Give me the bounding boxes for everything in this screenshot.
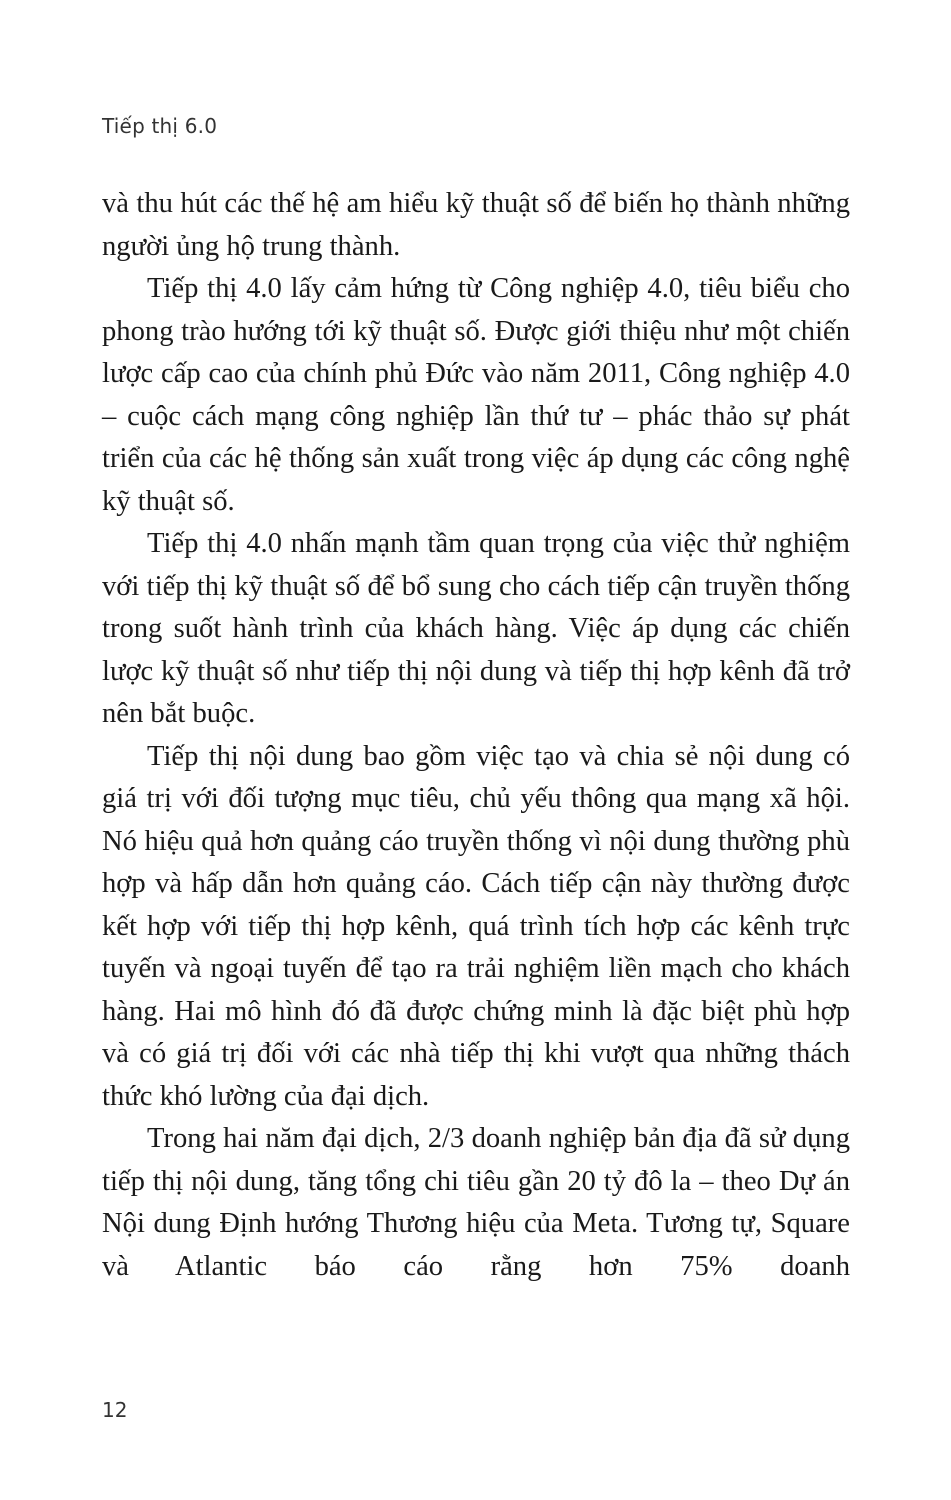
running-header-title: Tiếp thị 6.0 — [102, 114, 218, 138]
paragraph-marketing-4-0: Tiếp thị 4.0 nhấn mạnh tầm quan trọng của việc thử nghiệm với tiếp thị kỹ thuật số để bổ sung cho cách tiếp cận truyền thống trong suốt hành trình của khách hàng. Việc áp dụng các chiến lược kỹ thuật số như tiếp thị nội dung và tiếp thị hợp kênh đã trở nên bắt buộc. — [102, 528, 850, 729]
paragraph-continuation: và thu hút các thế hệ am hiểu kỹ thuật số để biến họ thành những người ủng hộ trung thành. — [102, 188, 850, 262]
paragraph-pandemic-spending: Trong hai năm đại dịch, 2/3 doanh nghiệp bản địa đã sử dụng tiếp thị nội dung, tăng tổng chi tiêu gần 20 tỷ đô la – theo Dự án Nội dung Định hướng Thương hiệu của Meta. Tương tự, Square và Atlantic báo cáo rằng hơn 75% doanh — [102, 1123, 850, 1282]
paragraph-industry-4-0: Tiếp thị 4.0 lấy cảm hứng từ Công nghiệp 4.0, tiêu biểu cho phong trào hướng tới kỹ thuật số. Được giới thiệu như một chiến lược cấp cao của chính phủ Đức vào năm 2011, Công nghiệp 4.0 – cuộc cách mạng công nghiệp lần thứ tư – phác thảo sự phát triển của các hệ thống sản xuất trong việc áp dụng các công nghệ kỹ thuật số. — [102, 273, 850, 517]
body-text — [102, 183, 850, 1288]
paragraph-content-marketing: Tiếp thị nội dung bao gồm việc tạo và chia sẻ nội dung có giá trị với đối tượng mục tiêu, chủ yếu thông qua mạng xã hội. Nó hiệu quả hơn quảng cáo truyền thống vì nội dung thường phù hợp và hấp dẫn hơn quảng cáo. Cách tiếp cận này thường được kết hợp với tiếp thị hợp kênh, quá trình tích hợp các kênh trực tuyến và ngoại tuyến để tạo ra trải nghiệm liền mạch cho khách hàng. Hai mô hình đó đã được chứng minh là đặc biệt phù hợp và có giá trị đối với các nhà tiếp thị khi vượt qua những thách thức khó lường của đại dịch. — [102, 740, 850, 1112]
page-number: 12 — [102, 1398, 128, 1422]
